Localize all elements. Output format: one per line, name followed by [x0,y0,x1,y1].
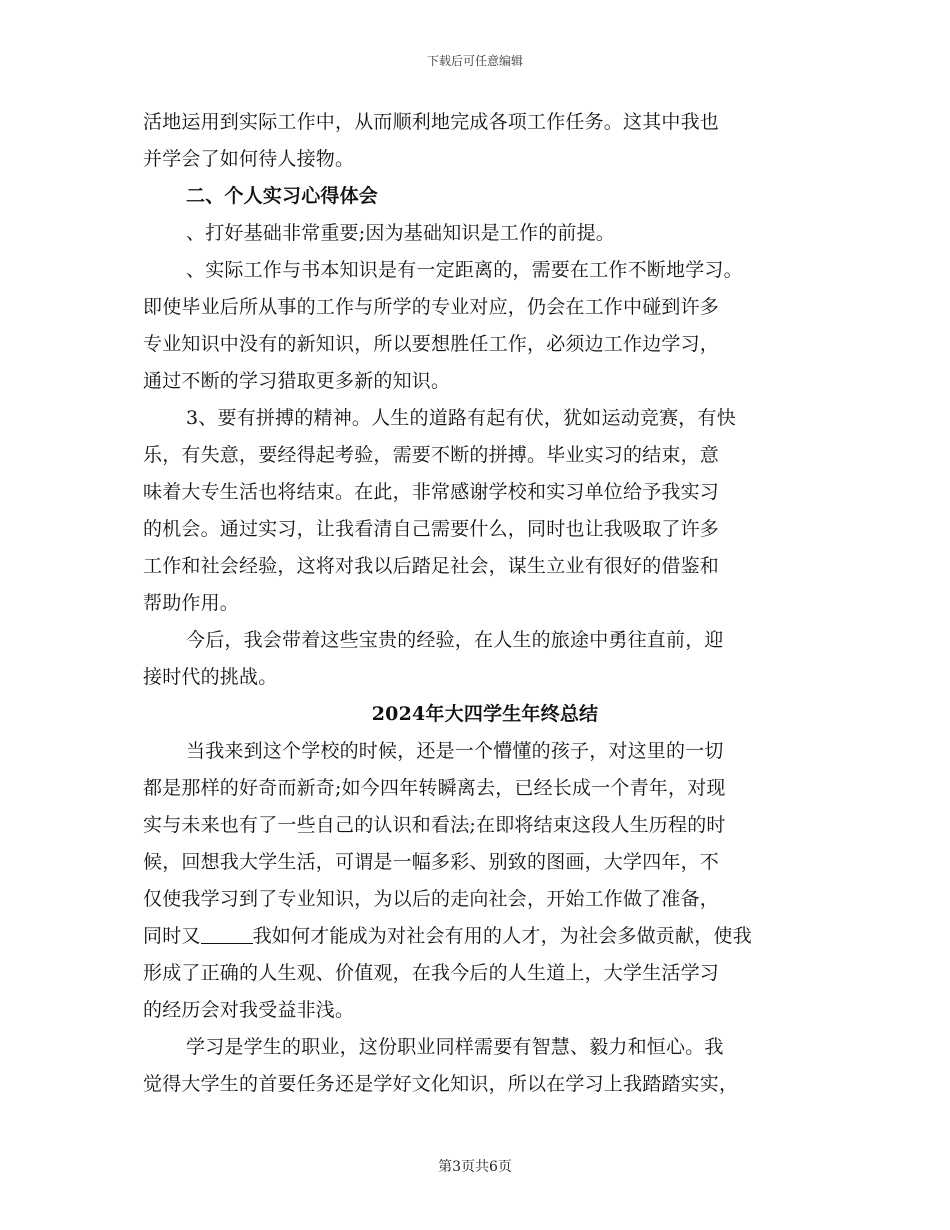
document-body [143,104,813,1103]
page-number: 第3页共6页 [438,1159,512,1175]
body-line: 并学会了如何待人接物。 [143,148,355,170]
body-line: 仅使我学习到了专业知识，为以后的走向社会，开始工作做了准备， [143,888,720,910]
body-line: 实与未来也有了一些自己的认识和看法;在即将结束这段人生历程的时 [143,814,726,836]
body-line-start: 同时又 [143,925,201,947]
body-line: 都是那样的好奇而新奇;如今四年转瞬离去，已经长成一个青年，对现 [143,777,726,799]
body-line: 乐，有失意，要经得起考验，需要不断的拼搏。毕业实习的结束，意 [143,444,720,466]
body-line: 形成了正确的人生观、价值观，在我今后的人生道上，大学生活学习 [143,962,720,984]
body-line: 专业知识中没有的新知识，所以要想胜任工作，必须边工作边学习， [143,333,720,355]
body-line: 当我来到这个学校的时候，还是一个懵懂的孩子，对这里的一切 [186,740,724,762]
body-line: 觉得大学生的首要任务还是学好文化知识，所以在学习上我踏踏实实， [143,1073,739,1095]
section-heading: 二、个人实习心得体会 [186,185,379,207]
body-line: 3、要有拼搏的精神。人生的道路有起有伏，犹如运动竞赛，有快 [186,407,736,429]
body-line: 即使毕业后所从事的工作与所学的专业对应，仍会在工作中碰到许多 [143,296,720,318]
body-line: 味着大专生活也将结束。在此，非常感谢学校和实习单位给予我实习 [143,481,720,503]
body-line: 工作和社会经验，这将对我以后踏足社会，谋生立业有很好的借鉴和 [143,555,720,577]
body-line: 的经历会对我受益非浅。 [143,999,355,1021]
body-line: 、实际工作与书本知识是有一定距离的，需要在工作不断地学习。 [186,259,743,281]
body-line: 帮助作用。 [143,592,240,614]
body-line: 候，回想我大学生活，可谓是一幅多彩、别致的图画，大学四年，不 [143,851,720,873]
body-line-with-blank [143,918,813,955]
body-line: 的机会。通过实习，让我看清自己需要什么，同时也让我吸取了许多 [143,518,720,540]
body-line: 、打好基础非常重要;因为基础知识是工作的前提。 [186,222,616,244]
body-line-end: 我如何才能成为对社会有用的人才，为社会多做贡献，使我 [252,925,752,947]
body-line: 活地运用到实际工作中，从而顺利地完成各项工作任务。这其中我也 [143,111,720,133]
body-line: 通过不断的学习猎取更多新的知识。 [143,370,451,392]
body-line: 学习是学生的职业，这份职业同样需要有智慧、毅力和恒心。我 [186,1036,724,1058]
document-title: 2024年大四学生年终总结 [371,703,599,725]
body-line: 接时代的挑战。 [143,666,278,688]
body-line: 今后，我会带着这些宝贵的经验，在人生的旅途中勇往直前，迎 [186,629,724,651]
fill-in-blank [201,925,253,944]
page-header-note: 下载后可任意编辑 [426,54,523,68]
